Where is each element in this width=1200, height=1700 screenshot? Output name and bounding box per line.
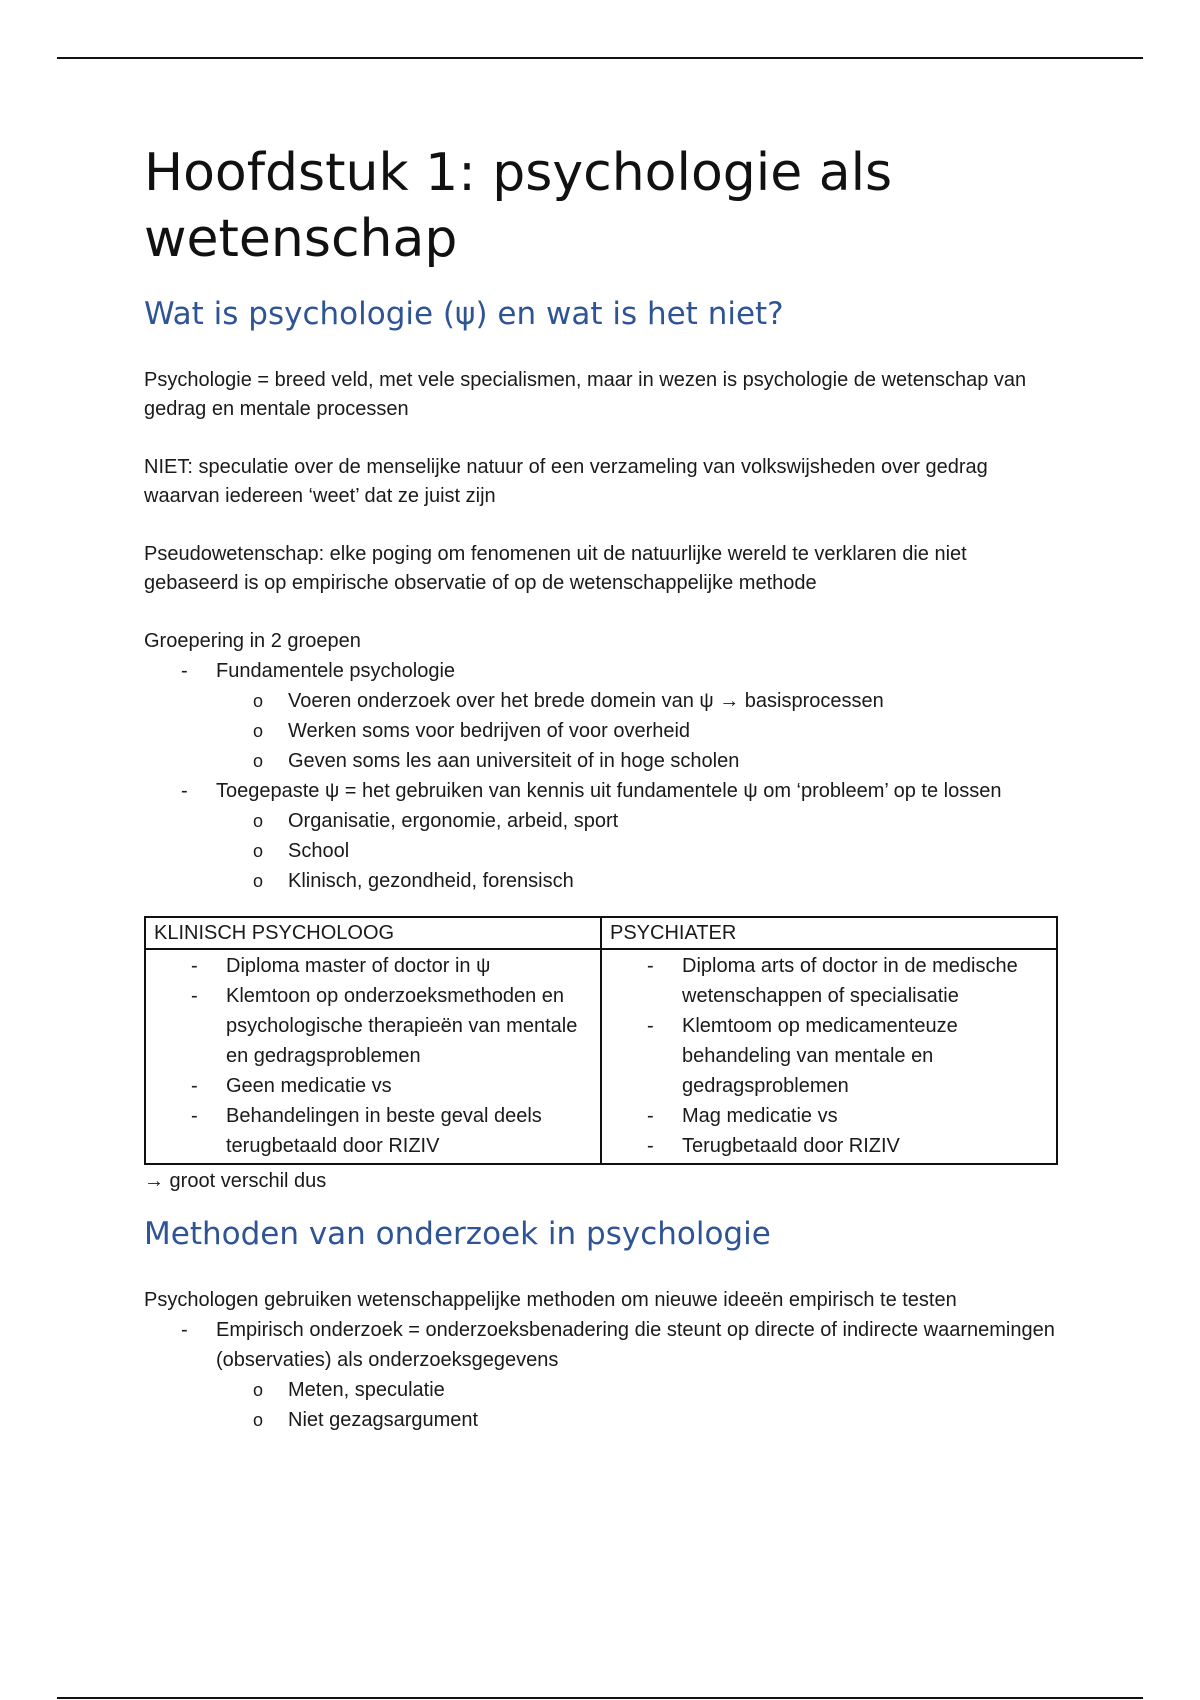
cell-list: [610, 951, 1048, 1161]
dash-bullet: -: [191, 1075, 198, 1097]
list-item-label: Geen medicatie vs: [226, 1075, 392, 1097]
document-body: [144, 140, 1064, 1435]
list-item-label: Fundamentele psychologie: [216, 660, 456, 682]
dash-bullet: -: [647, 1135, 654, 1157]
list-item: [154, 1101, 592, 1161]
list-item: [154, 981, 592, 1071]
list-item-label: Werken soms voor bedrijven of voor overheid: [288, 720, 691, 742]
list-item: [216, 836, 1064, 866]
list-item: [216, 746, 1064, 776]
paragraph-groepering: Groepering in 2 groepen: [144, 630, 361, 652]
group-list: [144, 656, 1064, 686]
dash-bullet: -: [181, 780, 188, 802]
list-item: [216, 686, 1064, 716]
list-item-label: Empirisch onderzoek = onderzoeksbenadering die steunt op directe of indirecte waarnemingen (observaties) als onderzoeksgegevens: [216, 1319, 1055, 1371]
list-item-label: Diploma arts of doctor in de medische wetenschappen of specialisatie: [682, 955, 1018, 1007]
list-item: [610, 951, 1048, 1011]
dash-bullet: -: [647, 1105, 654, 1127]
dash-bullet: -: [191, 1105, 198, 1127]
list-item-label: Toegepaste ψ = het gebruiken van kennis uit fundamentele ψ om ‘probleem’ op te lossen: [216, 780, 1002, 802]
list-item: [144, 776, 1064, 806]
list-item: [216, 866, 1064, 896]
paragraph-niet: NIET: speculatie over de menselijke natuur of een verzameling van volkswijsheden over gedrag waarvan iedereen ‘weet’ dat ze juist zijn: [144, 456, 988, 507]
list-item-label: Meten, speculatie: [288, 1379, 445, 1401]
circle-bullet: o: [253, 871, 264, 891]
list-item-label: Organisatie, ergonomie, arbeid, sport: [288, 810, 619, 832]
paragraph-methoden-intro: Psychologen gebruiken wetenschappelijke methoden om nieuwe ideeën empirisch te testen: [144, 1289, 957, 1311]
circle-bullet: o: [253, 721, 264, 741]
list-item-label: Behandelingen in beste geval deels terugbetaald door RIZIV: [226, 1105, 542, 1157]
list-item-label: School: [288, 840, 350, 862]
circle-bullet: o: [253, 751, 264, 771]
dash-bullet: -: [647, 955, 654, 977]
dash-bullet: -: [647, 1015, 654, 1037]
list-item: [610, 1101, 1048, 1131]
list-item-label: Klinisch, gezondheid, forensisch: [288, 870, 574, 892]
list-item: [144, 1315, 1064, 1375]
list-item-label: Klemtoom op medicamenteuze behandeling van mentale en gedragsproblemen: [682, 1015, 958, 1097]
table-conclusion: → groot verschil dus: [144, 1170, 327, 1192]
paragraph-pseudowetenschap: Pseudowetenschap: elke poging om fenomenen uit de natuurlijke wereld te verklaren die niet gebaseerd is op empirische observatie of op de wetenschappelijke methode: [144, 543, 967, 594]
list-item-label: Mag medicatie vs: [682, 1105, 838, 1127]
table-header-klinisch-psycholoog: KLINISCH PSYCHOLOOG: [145, 917, 601, 949]
footer-rule: [57, 1697, 1143, 1699]
circle-bullet: o: [253, 691, 264, 711]
list-item: [216, 1405, 1064, 1435]
list-item-label: Niet gezagsargument: [288, 1409, 479, 1431]
sub-list: [144, 806, 1064, 896]
sub-list: [144, 686, 1064, 776]
list-item-label: Terugbetaald door RIZIV: [682, 1135, 900, 1157]
list-item: [610, 1131, 1048, 1161]
list-item-label: Voeren onderzoek over het brede domein van ψ → basisprocessen: [288, 690, 884, 712]
sub-list: [144, 1375, 1064, 1435]
list-item: [154, 1071, 592, 1101]
list-item: [216, 806, 1064, 836]
cell-list: [154, 951, 592, 1161]
table-cell-klinisch-psycholoog: [145, 949, 601, 1164]
circle-bullet: o: [253, 811, 264, 831]
circle-bullet: o: [253, 1380, 264, 1400]
section-heading-wat-is-psychologie: Wat is psychologie (ψ) en wat is het niet?: [144, 296, 784, 332]
list-item-label: Geven soms les aan universiteit of in hoge scholen: [288, 750, 740, 772]
list-item: [610, 1011, 1048, 1101]
dash-bullet: -: [181, 660, 188, 682]
dash-bullet: -: [181, 1319, 188, 1341]
dash-bullet: -: [191, 985, 198, 1007]
list-item: [216, 716, 1064, 746]
document-title: Hoofdstuk 1: psychologie als wetenschap: [144, 143, 893, 269]
list-item: [144, 656, 1064, 686]
method-list: [144, 1315, 1064, 1375]
list-item: [216, 1375, 1064, 1405]
circle-bullet: o: [253, 1410, 264, 1430]
list-item-label: Diploma master of doctor in ψ: [226, 955, 491, 977]
table-header-psychiater: PSYCHIATER: [601, 917, 1057, 949]
list-item-label: Klemtoon op onderzoeksmethoden en psychologische therapieën van mentale en gedragsproblemen: [226, 985, 578, 1067]
comparison-table: [144, 916, 1058, 1165]
group-list: [144, 776, 1064, 806]
paragraph-definition: Psychologie = breed veld, met vele specialismen, maar in wezen is psychologie de wetenschap van gedrag en mentale processen: [144, 369, 1027, 420]
header-rule: [57, 57, 1143, 59]
section-heading-methoden: Methoden van onderzoek in psychologie: [144, 1216, 771, 1252]
dash-bullet: -: [191, 955, 198, 977]
list-item: [154, 951, 592, 981]
table-cell-psychiater: [601, 949, 1057, 1164]
circle-bullet: o: [253, 841, 264, 861]
table-row: [145, 949, 1057, 1164]
table-header-row: [145, 917, 1057, 949]
